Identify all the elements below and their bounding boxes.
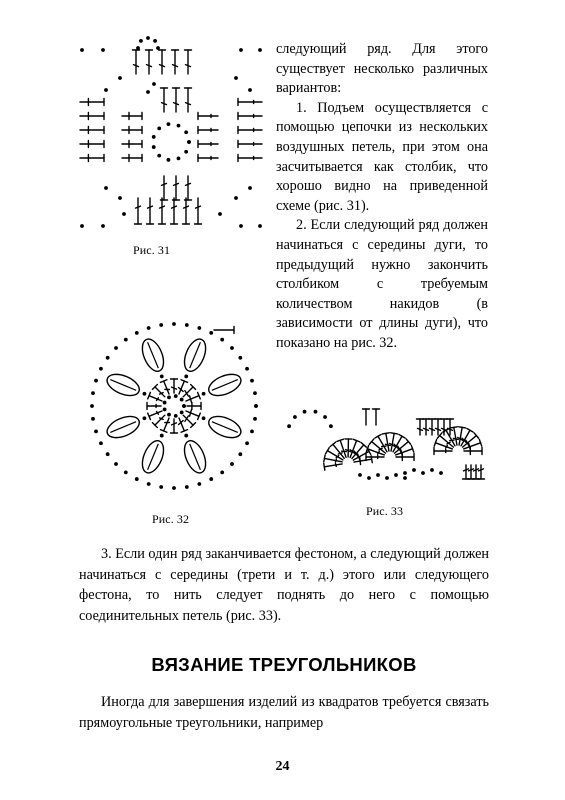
list-item-2: 2. Если следующий ряд должен начинаться с середины дуги, то предыдущий нужно закончить столбиком с требуемым количеством накидов (в зависимости от длины дуги), что показано на рис. 32. xyxy=(276,217,488,351)
stitch-symbol xyxy=(183,198,190,224)
chain-stitch-dot xyxy=(156,46,160,50)
figure-32-svg xyxy=(94,318,269,503)
chain-stitch-dot xyxy=(99,367,103,371)
stitch-symbol xyxy=(238,127,262,134)
chain-stitch-dot xyxy=(147,482,151,486)
chain-stitch-dot xyxy=(185,323,189,327)
paragraph-continuation: следующий ряд. Для этого существует несколько различных вариантов: xyxy=(276,41,488,97)
stitch-symbol xyxy=(161,176,168,200)
stitch-symbol xyxy=(147,403,161,410)
chain-stitch-dot xyxy=(94,379,98,383)
stitch-symbol xyxy=(186,410,200,420)
chain-stitch-dot xyxy=(90,404,94,408)
chain-stitch-dot xyxy=(184,375,188,379)
chain-stitch-dot xyxy=(184,150,188,154)
chain-stitch-dot xyxy=(245,367,249,371)
chain-stitch-dot xyxy=(91,391,95,395)
stitch-symbol xyxy=(238,155,262,162)
figure-33-chart xyxy=(280,395,490,495)
chain-stitch-dot xyxy=(394,473,398,477)
stitch-symbol xyxy=(183,415,195,427)
chain-stitch-dot xyxy=(152,82,156,86)
chain-stitch-dot xyxy=(167,158,171,162)
chain-stitch-dot xyxy=(287,424,291,428)
stitch-symbol xyxy=(473,465,480,479)
chain-stitch-dot xyxy=(250,379,254,383)
stitch-symbol xyxy=(238,99,262,106)
chain-stitch-dot xyxy=(122,212,126,216)
chain-stitch-dot xyxy=(172,322,176,326)
chain-stitch-dot xyxy=(135,331,139,335)
chain-stitch-dot xyxy=(118,76,122,80)
chain-stitch-dot xyxy=(385,476,389,480)
leaf-midrib xyxy=(190,342,201,368)
chain-stitch-dot xyxy=(152,135,156,139)
chain-stitch-dot xyxy=(184,130,188,134)
chain-stitch-dot xyxy=(135,477,139,481)
stitch-symbol xyxy=(198,127,218,134)
chain-stitch-dot xyxy=(146,36,150,40)
chain-stitch-dot xyxy=(234,76,238,80)
stitch-symbol xyxy=(186,392,200,402)
chain-stitch-dot xyxy=(358,473,362,477)
stitch-symbol xyxy=(80,127,104,134)
stitch-symbol xyxy=(146,50,153,74)
stitch-symbol xyxy=(171,419,178,433)
chain-stitch-dot xyxy=(258,224,262,228)
stitch-symbol xyxy=(152,384,164,396)
chain-stitch-dot xyxy=(230,462,234,466)
stitch-symbol xyxy=(214,327,234,334)
chain-stitch-dot xyxy=(180,398,184,402)
chain-stitch-dot xyxy=(124,470,128,474)
figure-32-caption: Рис. 32 xyxy=(152,512,190,526)
chain-stitch-dot xyxy=(157,154,161,158)
stitch-symbol xyxy=(80,141,104,148)
stitch-symbol xyxy=(80,155,104,162)
chain-stitch-dot xyxy=(293,415,297,419)
figure-32-chart xyxy=(94,318,269,503)
stitch-symbol xyxy=(185,50,192,74)
page-number: 24 xyxy=(275,759,290,774)
chain-stitch-dot xyxy=(163,408,167,412)
figure-33-svg xyxy=(280,395,490,495)
leaf-midrib xyxy=(110,422,136,433)
chain-stitch-dot xyxy=(323,415,327,419)
chain-stitch-dot xyxy=(106,356,110,360)
chain-stitch-dot xyxy=(106,452,110,456)
stitch-symbol xyxy=(133,50,140,74)
stitch-symbol xyxy=(161,88,168,112)
chain-stitch-dot xyxy=(248,88,252,92)
chain-stitch-dot xyxy=(159,323,163,327)
chain-stitch-dot xyxy=(159,485,163,489)
figure-31-svg xyxy=(78,38,264,234)
stitch-symbol xyxy=(423,419,430,435)
chain-stitch-dot xyxy=(197,326,201,330)
stitch-symbol xyxy=(172,50,179,74)
chain-stitch-dot xyxy=(94,429,98,433)
chain-stitch-dot xyxy=(245,441,249,445)
stitch-symbol xyxy=(135,198,142,224)
chain-stitch-dot xyxy=(153,39,157,43)
chain-stitch-dot xyxy=(80,224,84,228)
leaf-midrib xyxy=(110,380,136,391)
stitch-symbol xyxy=(171,198,178,224)
chain-stitch-dot xyxy=(439,471,443,475)
stitch-symbol xyxy=(198,113,218,120)
chain-stitch-dot xyxy=(258,48,262,52)
chain-stitch-dot xyxy=(250,429,254,433)
chain-stitch-dot xyxy=(101,48,105,52)
chain-stitch-dot xyxy=(209,477,213,481)
stitch-symbol xyxy=(463,465,470,479)
stitch-symbol xyxy=(324,463,342,470)
chain-stitch-dot xyxy=(143,392,147,396)
stitch-symbol xyxy=(152,415,164,427)
stitch-symbol xyxy=(173,88,180,112)
chain-stitch-dot xyxy=(114,346,118,350)
chain-stitch-dot xyxy=(403,471,407,475)
stitch-symbol xyxy=(147,198,154,224)
chain-stitch-dot xyxy=(118,196,122,200)
chain-stitch-dot xyxy=(174,414,178,418)
chain-stitch-dot xyxy=(160,375,164,379)
chain-stitch-dot xyxy=(114,462,118,466)
chain-stitch-dot xyxy=(174,394,178,398)
chain-stitch-dot xyxy=(238,452,242,456)
stitch-symbol xyxy=(417,419,424,435)
chain-stitch-dot xyxy=(143,416,147,420)
chain-stitch-dot xyxy=(172,486,176,490)
chain-stitch-dot xyxy=(367,476,371,480)
chain-stitch-dot xyxy=(218,212,222,216)
chain-stitch-dot xyxy=(167,395,171,399)
chain-stitch-dot xyxy=(421,471,425,475)
stitch-symbol xyxy=(198,155,218,162)
stitch-symbol xyxy=(185,176,192,200)
chain-stitch-dot xyxy=(80,48,84,52)
chain-stitch-dot xyxy=(184,434,188,438)
stitch-symbol xyxy=(390,433,398,451)
chain-stitch-dot xyxy=(101,224,105,228)
stitch-symbol xyxy=(160,380,169,394)
stitch-symbol xyxy=(238,141,262,148)
chain-stitch-dot xyxy=(99,441,103,445)
chain-stitch-dot xyxy=(177,156,181,160)
chain-stitch-dot xyxy=(124,338,128,342)
stitch-symbol xyxy=(195,198,202,224)
chain-stitch-dot xyxy=(230,346,234,350)
stitch-symbol xyxy=(429,419,436,435)
stitch-symbol xyxy=(160,418,169,432)
stitch-symbol xyxy=(382,433,390,451)
chain-stitch-dot xyxy=(104,186,108,190)
stitch-symbol xyxy=(198,141,218,148)
chain-stitch-dot xyxy=(182,404,186,408)
stitch-symbol xyxy=(187,403,201,410)
chain-stitch-dot xyxy=(152,145,156,149)
stitch-symbol xyxy=(122,127,142,134)
stitch-symbol xyxy=(122,141,142,148)
stitch-symbol xyxy=(173,176,180,200)
chain-stitch-dot xyxy=(248,186,252,190)
chain-stitch-dot xyxy=(104,88,108,92)
chain-stitch-dot xyxy=(220,338,224,342)
stitch-symbol xyxy=(373,409,380,425)
figure-31-caption: Рис. 31 xyxy=(133,243,171,257)
chain-stitch-dot xyxy=(430,468,434,472)
chain-stitch-dot xyxy=(239,224,243,228)
chain-stitch-dot xyxy=(167,122,171,126)
stitch-symbol xyxy=(238,113,262,120)
chain-stitch-dot xyxy=(187,140,191,144)
chain-stitch-dot xyxy=(412,468,416,472)
stitch-symbol xyxy=(185,88,192,112)
stitch-symbol xyxy=(80,113,104,120)
stitch-symbol xyxy=(363,409,370,425)
chain-stitch-dot xyxy=(209,331,213,335)
stitch-symbol xyxy=(122,113,142,120)
stitch-symbol xyxy=(159,198,166,224)
list-item-3: 3. Если один ряд заканчивается фестоном, а следующий должен начинаться с середины (трети и т. д.) этого или следующего фестона, то нить следует поднять до него с помощью соединительных петель (рис. 33). xyxy=(79,546,489,624)
chain-stitch-dot xyxy=(403,476,407,480)
chain-stitch-dot xyxy=(239,48,243,52)
chain-stitch-dot xyxy=(314,410,318,414)
chain-stitch-dot xyxy=(202,392,206,396)
chain-stitch-dot xyxy=(197,482,201,486)
chain-stitch-dot xyxy=(185,485,189,489)
leaf-midrib xyxy=(148,342,159,368)
chain-stitch-dot xyxy=(376,473,380,477)
right-column-text xyxy=(276,40,488,354)
chain-stitch-dot xyxy=(220,470,224,474)
figure-31-chart xyxy=(78,38,264,234)
chain-stitch-dot xyxy=(157,126,161,130)
chain-stitch-dot xyxy=(163,401,167,405)
chain-stitch-dot xyxy=(167,413,171,417)
section-heading: ВЯЗАНИЕ ТРЕУГОЛЬНИКОВ xyxy=(151,654,417,675)
leaf-midrib xyxy=(148,444,159,470)
stitch-symbol xyxy=(458,427,466,445)
leaf-midrib xyxy=(212,380,238,391)
list-item-1: 1. Подъем осуществляется с помощью цепочки из нескольких воздушных петель, при этом она засчитывается как столбик, что хорошо видно на приведенной схеме (рис. 31). xyxy=(276,99,488,214)
intro-paragraph: Иногда для завершения изделий из квадратов требуется связать прямоугольные треугольники, например xyxy=(79,694,489,731)
stitch-symbol xyxy=(159,50,166,74)
chain-stitch-dot xyxy=(136,46,140,50)
chain-stitch-dot xyxy=(91,417,95,421)
leaf-midrib xyxy=(212,422,238,433)
stitch-symbol xyxy=(80,99,104,106)
chain-stitch-dot xyxy=(177,124,181,128)
stitch-symbol xyxy=(122,155,142,162)
chain-stitch-dot xyxy=(139,39,143,43)
chain-stitch-dot xyxy=(160,434,164,438)
chain-stitch-dot xyxy=(253,417,257,421)
stitch-symbol xyxy=(171,379,178,393)
chain-stitch-dot xyxy=(234,196,238,200)
stitch-symbol xyxy=(183,384,195,396)
chain-stitch-dot xyxy=(202,416,206,420)
chain-stitch-dot xyxy=(303,410,307,414)
chain-stitch-dot xyxy=(238,356,242,360)
stitch-symbol xyxy=(468,465,475,479)
chain-stitch-dot xyxy=(146,90,150,94)
leaf-midrib xyxy=(190,444,201,470)
chain-stitch-dot xyxy=(147,326,151,330)
chain-stitch-dot xyxy=(329,424,333,428)
chain-stitch-dot xyxy=(254,404,258,408)
chain-stitch-dot xyxy=(180,411,184,415)
stitch-symbol xyxy=(435,419,442,435)
figure-33-caption: Рис. 33 xyxy=(366,504,404,518)
stitch-symbol xyxy=(478,465,485,479)
chain-stitch-dot xyxy=(253,391,257,395)
